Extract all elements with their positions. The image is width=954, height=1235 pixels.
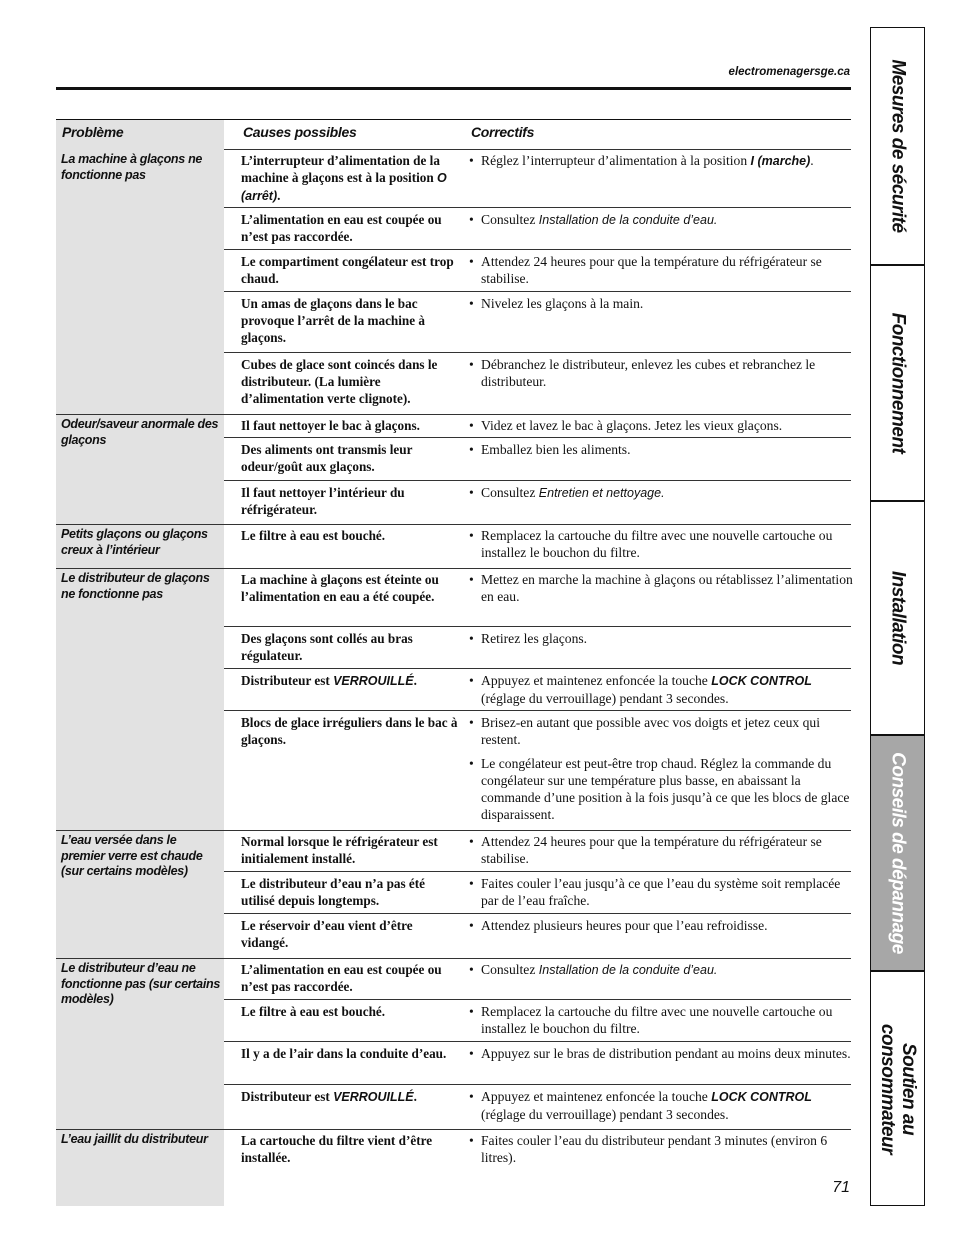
row-divider	[56, 958, 851, 959]
bullet-icon: •	[469, 918, 474, 933]
fix-label: Nivelez les glaçons à la main.	[481, 296, 644, 311]
fix-text	[469, 571, 853, 605]
section-tab-label: Installation	[887, 570, 908, 666]
fix-label: Mettez en marche la machine à glaçons ou rétablissez l’alimentation en eau.	[481, 572, 853, 604]
bullet-icon: •	[469, 631, 474, 646]
fix-label: Réglez l’interrupteur d’alimentation à la position	[481, 153, 751, 168]
cause-text	[241, 356, 461, 407]
bullet-icon: •	[469, 528, 474, 543]
fix-suffix: .	[810, 153, 814, 168]
bullet-icon: •	[469, 357, 474, 372]
fix-text	[469, 484, 853, 502]
row-divider	[224, 871, 851, 872]
fix-label: Attendez plusieurs heures pour que l’eau refroidisse.	[481, 918, 768, 933]
bullet-icon: •	[469, 962, 474, 977]
fix-text	[469, 1088, 853, 1123]
fix-text	[469, 356, 853, 390]
section-tab[interactable]	[871, 734, 924, 970]
problem-label: Le distributeur d’eau ne fonctionne pas (sur certains modèles)	[61, 961, 220, 1006]
fix-text	[469, 917, 853, 934]
cause-label: Le filtre à eau est bouché.	[241, 528, 386, 543]
cause-text	[241, 441, 461, 475]
fix-text	[469, 1045, 853, 1062]
fix-emphasis: I (marche)	[750, 154, 811, 168]
cause-text	[241, 961, 461, 995]
fix-label: Attendez 24 heures pour que la température du réfrigérateur se stabilise.	[481, 254, 822, 286]
row-divider	[224, 352, 851, 353]
fix-label: Le congélateur est peut-être trop chaud. Réglez la commande du congélateur sur une température plus basse, en abaissant la commande d’une position à la fois jusqu’à ce que les blocs de glace disparaissent.	[481, 756, 850, 822]
problem-label: Odeur/saveur anormale des glaçons	[61, 417, 219, 447]
section-tab[interactable]	[871, 500, 924, 734]
bullet-icon: •	[469, 442, 474, 457]
fix-label: Emballez bien les aliments.	[481, 442, 631, 457]
cause-text	[241, 211, 461, 245]
problem-column-background	[56, 119, 224, 1206]
cause-text	[241, 527, 461, 544]
bullet-icon: •	[469, 715, 474, 730]
cause-text	[241, 484, 461, 518]
cause-label: Distributeur est	[241, 673, 334, 688]
cause-text	[241, 917, 461, 951]
fix-label: Videz et lavez le bac à glaçons. Jetez les vieux glaçons.	[481, 418, 783, 433]
bullet-icon: •	[469, 1046, 474, 1061]
cause-text	[241, 152, 461, 205]
cause-label: Normal lorsque le réfrigérateur est initialement installé.	[241, 834, 438, 866]
fix-suffix: (réglage du verrouillage) pendant 3 secondes.	[481, 1107, 729, 1122]
cause-label: Blocs de glace irréguliers dans le bac à glaçons.	[241, 715, 458, 747]
fix-label: Faites couler l’eau du distributeur pendant 3 minutes (environ 6 litres).	[481, 1133, 828, 1165]
cause-text	[241, 571, 461, 605]
row-divider	[224, 149, 851, 150]
section-tab-label: Soutien au consommateur	[876, 1023, 919, 1154]
fix-label: Retirez les glaçons.	[481, 631, 588, 646]
row-divider	[224, 626, 851, 627]
cause-label: L’interrupteur d’alimentation de la machine à glaçons est à la position	[241, 153, 440, 185]
cause-text	[241, 1132, 461, 1166]
bullet-icon: •	[469, 1089, 474, 1104]
fix-text	[469, 417, 853, 434]
row-divider	[224, 1084, 851, 1085]
row-divider	[56, 568, 851, 569]
cause-suffix: .	[277, 188, 281, 203]
problem-label: Petits glaçons ou glaçons creux à l’intérieur	[61, 527, 208, 557]
bullet-icon: •	[469, 254, 474, 269]
cause-label: Des aliments ont transmis leur odeur/goût aux glaçons.	[241, 442, 413, 474]
header-causes: Causes possibles	[243, 124, 357, 140]
cause-label: Il faut nettoyer le bac à glaçons.	[241, 418, 420, 433]
bullet-icon: •	[469, 153, 474, 168]
cause-label: Des glaçons sont collés au bras régulateur.	[241, 631, 413, 663]
cause-text	[241, 1003, 461, 1020]
page-number: 71	[832, 1179, 850, 1196]
cause-label: Il y a de l’air dans la conduite d’eau.	[241, 1046, 447, 1061]
cause-emphasis: VERROUILLÉ	[333, 674, 414, 688]
cause-text	[241, 672, 461, 690]
section-tab[interactable]	[871, 264, 924, 500]
row-divider	[56, 1129, 851, 1130]
fix-label: Remplacez la cartouche du filtre avec une nouvelle cartouche ou installez le bouchon du filtre.	[481, 1004, 833, 1036]
row-divider	[224, 437, 851, 438]
bullet-icon: •	[469, 1133, 474, 1148]
row-divider	[224, 1041, 851, 1042]
section-tab-label: Fonctionnement	[887, 312, 908, 454]
problem-label: Le distributeur de glaçons ne fonctionne pas	[61, 571, 210, 601]
row-divider	[224, 999, 851, 1000]
row-divider	[56, 830, 851, 831]
header-problem: Problème	[62, 124, 124, 140]
website-url: electromenagersge.ca	[728, 66, 850, 78]
fix-text	[469, 714, 853, 748]
cause-label: Le distributeur d’eau n’a pas été utilisé depuis longtemps.	[241, 876, 426, 908]
cause-suffix: .	[413, 673, 417, 688]
cause-label: Distributeur est	[241, 1089, 334, 1104]
bullet-icon: •	[469, 756, 474, 771]
fix-text	[469, 833, 853, 867]
section-tab-label: Conseils de dépannage	[887, 752, 908, 954]
row-divider	[224, 913, 851, 914]
fix-label: Remplacez la cartouche du filtre avec une nouvelle cartouche ou installez le bouchon du filtre.	[481, 528, 833, 560]
fix-text	[469, 1003, 853, 1037]
cause-emphasis: VERROUILLÉ	[333, 1090, 414, 1104]
row-divider	[224, 291, 851, 292]
fix-text	[469, 672, 853, 707]
bullet-icon: •	[469, 572, 474, 587]
fix-label: Appuyez et maintenez enfoncée la touche	[481, 1089, 712, 1104]
row-divider	[56, 524, 851, 525]
fix-emphasis: LOCK CONTROL	[711, 1090, 812, 1104]
cause-text	[241, 417, 461, 434]
fix-text	[469, 295, 853, 312]
cause-label: L’alimentation en eau est coupée ou n’est pas raccordée.	[241, 962, 442, 994]
fix-label: Appuyez sur le bras de distribution pendant au moins deux minutes.	[481, 1046, 851, 1061]
fix-label: Débranchez le distributeur, enlevez les cubes et rebranchez le distributeur.	[481, 357, 816, 389]
fix-text	[469, 630, 853, 647]
bullet-icon: •	[469, 673, 474, 688]
fix-text	[469, 755, 853, 823]
fix-label: Consultez	[481, 212, 539, 227]
cause-label: La machine à glaçons est éteinte ou l’alimentation en eau a été coupée.	[241, 572, 439, 604]
problem-label: La machine à glaçons ne fonctionne pas	[61, 152, 203, 182]
cause-label: Cubes de glace sont coincés dans le distributeur. (La lumière d’alimentation verte clignote).	[241, 357, 438, 406]
cause-label: L’alimentation en eau est coupée ou n’est pas raccordée.	[241, 212, 442, 244]
fix-label: Faites couler l’eau jusqu’à ce que l’eau du système soit remplacée par de l’eau fraîche.	[481, 876, 841, 908]
fix-label: Attendez 24 heures pour que la température du réfrigérateur se stabilise.	[481, 834, 822, 866]
section-tab[interactable]	[871, 970, 924, 1205]
bullet-icon: •	[469, 485, 474, 500]
cause-text	[241, 875, 461, 909]
cause-label: Le filtre à eau est bouché.	[241, 1004, 386, 1019]
bullet-icon: •	[469, 418, 474, 433]
fix-label: Consultez	[481, 485, 539, 500]
row-divider	[224, 480, 851, 481]
row-divider	[56, 119, 851, 120]
fix-label: Appuyez et maintenez enfoncée la touche	[481, 673, 712, 688]
cause-emphasis: O (arrêt)	[241, 171, 447, 203]
row-divider	[224, 207, 851, 208]
cause-label: Le réservoir d’eau vient d’être vidangé.	[241, 918, 413, 950]
header-rule	[56, 87, 851, 90]
cause-label: Il faut nettoyer l’intérieur du réfrigérateur.	[241, 485, 405, 517]
row-divider	[224, 668, 851, 669]
bullet-icon: •	[469, 296, 474, 311]
cause-text	[241, 1045, 461, 1062]
fix-label: Consultez	[481, 962, 539, 977]
bullet-icon: •	[469, 834, 474, 849]
section-tabs	[870, 27, 925, 1206]
cause-text	[241, 714, 461, 748]
fix-suffix: (réglage du verrouillage) pendant 3 secondes.	[481, 691, 729, 706]
cause-label: Le compartiment congélateur est trop chaud.	[241, 254, 454, 286]
fix-text	[469, 441, 853, 458]
fix-text	[469, 875, 853, 909]
bullet-icon: •	[469, 876, 474, 891]
fix-reference: Installation de la conduite d’eau.	[538, 213, 718, 227]
section-tab-label: Mesures de sécurité	[887, 59, 908, 233]
problem-label: L’eau versée dans le premier verre est chaude (sur certains modèles)	[61, 833, 203, 878]
cause-text	[241, 295, 461, 346]
header-fixes: Correctifs	[471, 124, 535, 140]
cause-label: Un amas de glaçons dans le bac provoque l’arrêt de la machine à glaçons.	[241, 296, 425, 345]
cause-text	[241, 833, 461, 867]
fix-label: Brisez-en autant que possible avec vos doigts et jetez ceux qui restent.	[481, 715, 820, 747]
cause-text	[241, 253, 461, 287]
fix-text	[469, 211, 853, 229]
cause-label: La cartouche du filtre vient d’être installée.	[241, 1133, 433, 1165]
problem-label: L’eau jaillit du distributeur	[61, 1132, 208, 1146]
cause-suffix: .	[413, 1089, 417, 1104]
row-divider	[224, 710, 851, 711]
bullet-icon: •	[469, 1004, 474, 1019]
fix-text	[469, 961, 853, 979]
fix-reference: Entretien et nettoyage.	[538, 486, 665, 500]
fix-reference: Installation de la conduite d’eau.	[538, 963, 718, 977]
row-divider	[56, 414, 851, 415]
fix-text	[469, 152, 853, 170]
cause-text	[241, 1088, 461, 1106]
section-tab[interactable]	[871, 28, 924, 264]
row-divider	[224, 249, 851, 250]
cause-text	[241, 630, 461, 664]
fix-text	[469, 1132, 853, 1166]
fix-text	[469, 527, 853, 561]
fix-emphasis: LOCK CONTROL	[711, 674, 812, 688]
bullet-icon: •	[469, 212, 474, 227]
fix-text	[469, 253, 853, 287]
